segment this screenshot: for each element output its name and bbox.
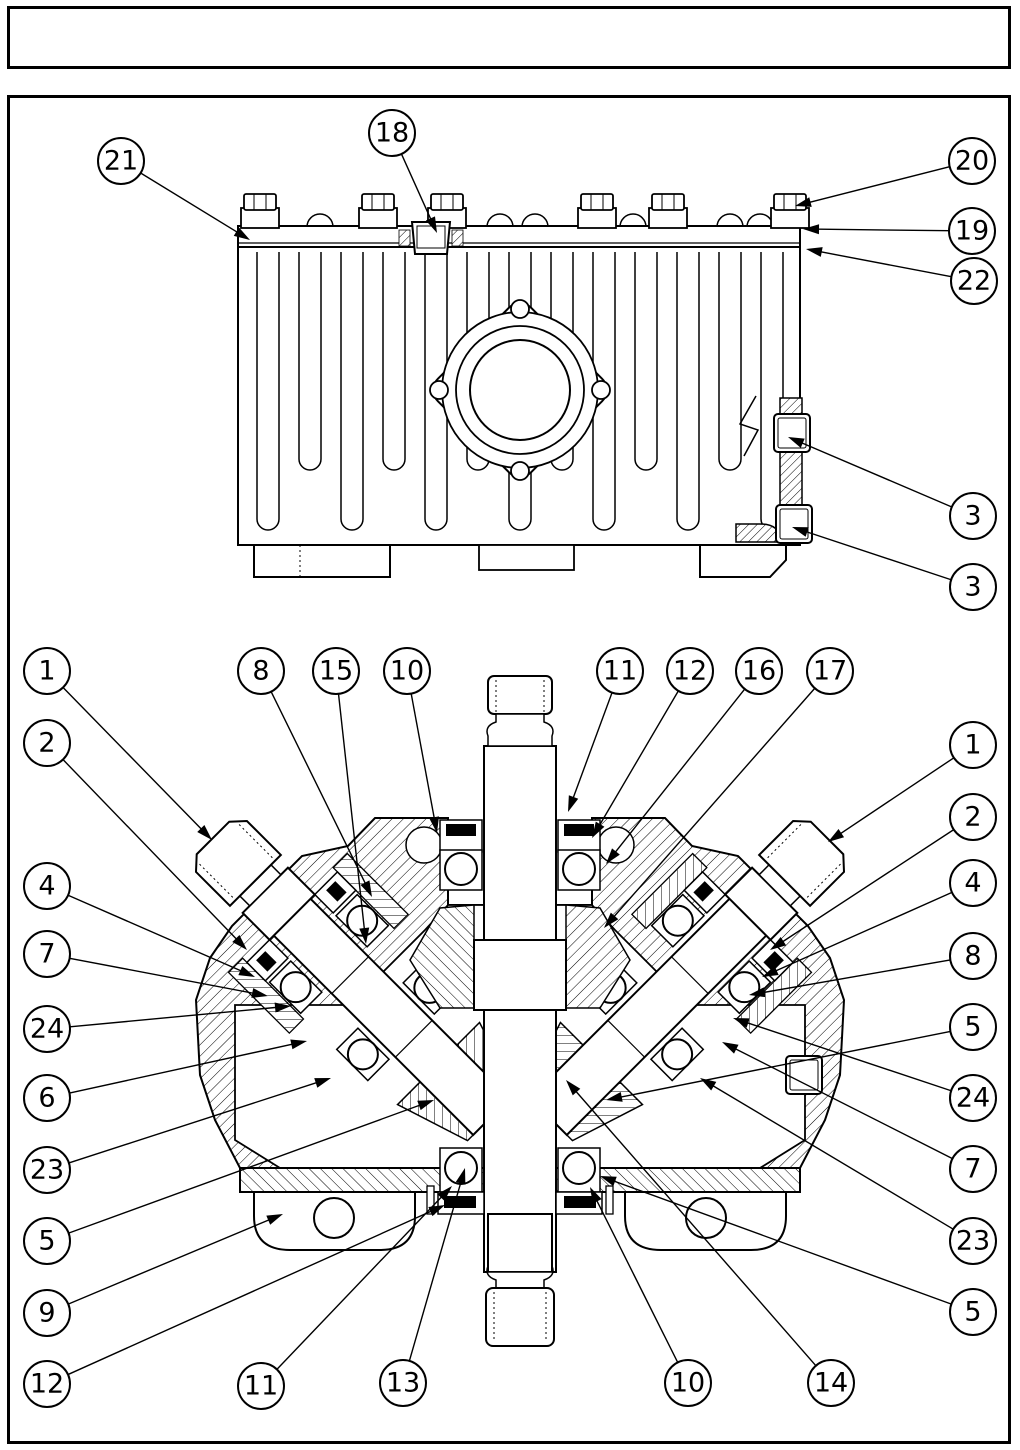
- flange-bolt-hole: [511, 462, 529, 480]
- callout-10-section: [384, 648, 439, 833]
- gear-collar: [474, 940, 566, 1010]
- leader-line: [411, 694, 435, 826]
- cover-bolt: [649, 194, 687, 228]
- callout-number: 11: [243, 1370, 279, 1402]
- callout-number: 21: [103, 145, 139, 177]
- mounting-pad: [254, 545, 390, 577]
- callout-number: 7: [964, 1153, 982, 1185]
- callout-number: 10: [670, 1367, 706, 1399]
- callout-number: 12: [29, 1368, 65, 1400]
- callout-number: 15: [318, 655, 354, 687]
- callout-number: 14: [813, 1367, 849, 1399]
- callout-number: 23: [955, 1225, 991, 1257]
- shaft-seal: [446, 824, 476, 836]
- leader-line: [68, 895, 248, 974]
- leader-line: [571, 693, 612, 805]
- shaft-seal: [564, 824, 594, 836]
- callout-number: 7: [38, 938, 56, 970]
- callout-number: 9: [38, 1297, 56, 1329]
- shaft-seal: [444, 1196, 476, 1208]
- leader-line: [795, 440, 951, 507]
- callout-11-section: [568, 648, 643, 812]
- flange-bolt-hole: [430, 381, 448, 399]
- callout-number: 22: [956, 265, 992, 297]
- callout-number: 23: [29, 1154, 65, 1186]
- callout-number: 2: [964, 801, 982, 833]
- case-relief: [406, 827, 442, 863]
- callout-22-top: [806, 247, 997, 304]
- tube-clamp: [774, 414, 810, 452]
- flange-bolt-hole: [592, 381, 610, 399]
- case-relief: [598, 827, 634, 863]
- callout-20-top: [795, 138, 995, 207]
- shaft-seal: [564, 1196, 596, 1208]
- leader-line: [68, 1217, 275, 1304]
- callout-number: 17: [812, 655, 848, 687]
- cover-bolt: [771, 194, 809, 228]
- leader-line: [814, 250, 952, 276]
- callout-number: 4: [38, 870, 56, 902]
- cover-bolt: [578, 194, 616, 228]
- callout-number: 8: [964, 940, 982, 972]
- leader-line: [803, 167, 950, 204]
- leader-line: [811, 229, 949, 231]
- cover-bolt: [359, 194, 397, 228]
- callout-number: 4: [964, 867, 982, 899]
- leader-line: [63, 687, 206, 834]
- bearing-ball: [563, 1152, 595, 1184]
- leader-arrowhead: [806, 247, 823, 257]
- leader-line: [596, 691, 678, 831]
- leader-line: [68, 1208, 438, 1374]
- callout-3-top: [792, 527, 996, 610]
- callout-number: 10: [389, 655, 425, 687]
- leader-line: [835, 758, 954, 838]
- callout-number: 13: [385, 1367, 421, 1399]
- callout-number: 16: [741, 655, 777, 687]
- callout-number: 2: [38, 727, 56, 759]
- callout-number: 24: [955, 1082, 991, 1114]
- callout-19-top: [803, 208, 995, 254]
- mounting-pad: [700, 545, 786, 577]
- callout-number: 3: [964, 571, 982, 603]
- leader-arrowhead: [828, 829, 844, 842]
- callout-number: 8: [252, 655, 270, 687]
- spline-end: [488, 676, 552, 714]
- bearing-ball: [445, 853, 477, 885]
- callout-number: 5: [964, 1296, 982, 1328]
- section-view-drawing: [154, 676, 887, 1346]
- callout-number: 5: [964, 1011, 982, 1043]
- callout-3-top: [788, 437, 996, 539]
- callout-number: 19: [954, 215, 990, 247]
- side-clamp: [786, 1056, 822, 1094]
- callout-number: 5: [38, 1225, 56, 1257]
- leader-line: [800, 530, 952, 580]
- foot-bolt-hole: [314, 1198, 354, 1238]
- leader-arrowhead: [568, 795, 578, 812]
- cover-bolt: [241, 194, 279, 228]
- top-view-drawing: [238, 194, 812, 577]
- bearing-ball: [563, 853, 595, 885]
- foot-bolt-hole: [686, 1198, 726, 1238]
- callout-number: 24: [29, 1013, 65, 1045]
- cover-rail: [238, 226, 800, 247]
- flange-bolt-hole: [511, 300, 529, 318]
- callout-21-top: [98, 138, 250, 240]
- callout-number: 1: [964, 729, 982, 761]
- callout-number: 1: [38, 655, 56, 687]
- tube-clamp: [776, 505, 812, 543]
- callout-number: 6: [38, 1082, 56, 1114]
- callout-number: 3: [964, 500, 982, 532]
- callout-2-section: [24, 720, 247, 950]
- callout-number: 12: [672, 655, 708, 687]
- callout-number: 18: [374, 117, 410, 149]
- leader-line: [141, 173, 244, 236]
- spline-end: [486, 1288, 554, 1346]
- center-pad: [479, 545, 574, 570]
- retainer-pin: [606, 1186, 613, 1214]
- callout-number: 20: [954, 145, 990, 177]
- callout-number: 11: [602, 655, 638, 687]
- leader-line: [401, 154, 433, 226]
